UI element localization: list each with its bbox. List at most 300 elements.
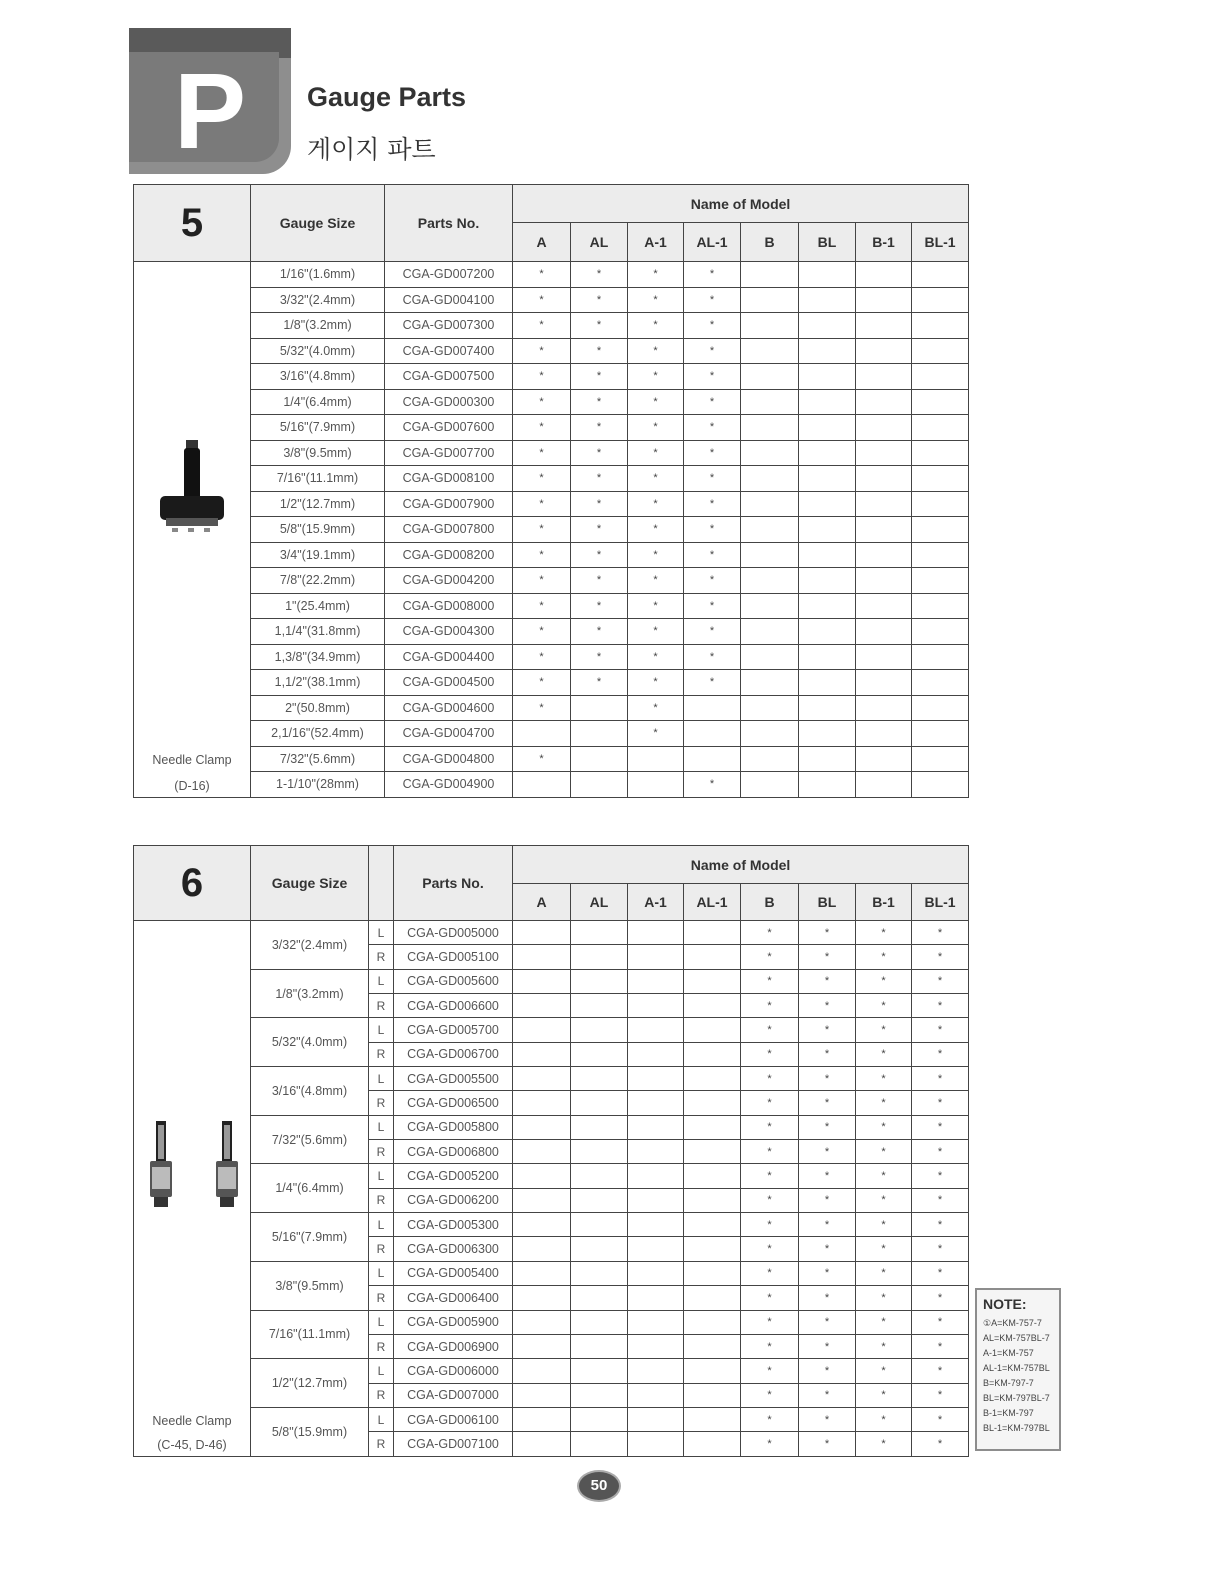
model-mark-cell: * [856, 1140, 912, 1164]
model-mark-cell [741, 721, 799, 747]
model-mark-cell [912, 338, 969, 364]
model-mark-cell: * [513, 568, 571, 594]
model-mark-cell [856, 644, 912, 670]
model-mark-cell: * [799, 994, 856, 1018]
model-mark-cell: * [684, 517, 741, 543]
table-row [134, 415, 969, 441]
model-mark-cell: * [856, 994, 912, 1018]
model-mark-cell [684, 1407, 741, 1431]
model-mark-cell: * [571, 440, 628, 466]
model-mark-cell: * [799, 1261, 856, 1285]
gauge-size-cell: 1/4"(6.4mm) [251, 389, 385, 415]
model-mark-cell: * [856, 1432, 912, 1456]
gauge-size-cell: 1/2"(12.7mm) [251, 491, 385, 517]
model-mark-cell [628, 1334, 684, 1358]
model-mark-cell: * [628, 517, 684, 543]
part-number-cell: CGA-GD004400 [385, 644, 513, 670]
gauge-size-cell: 3/4"(19.1mm) [251, 542, 385, 568]
model-mark-cell: * [799, 1334, 856, 1358]
gauge-size-cell: 5/32"(4.0mm) [251, 338, 385, 364]
model-mark-cell: * [912, 1261, 969, 1285]
model-name-header: Name of Model [513, 846, 969, 884]
model-mark-cell [741, 338, 799, 364]
model-mark-cell: * [856, 1115, 912, 1139]
product-image-cell [134, 262, 251, 798]
gauge-size-cell: 7/16"(11.1mm) [251, 466, 385, 492]
gauge-size-cell: 2,1/16"(52.4mm) [251, 721, 385, 747]
model-column-header: A [513, 223, 571, 262]
part-number-cell: CGA-GD006500 [394, 1091, 513, 1115]
model-mark-cell: * [741, 1310, 799, 1334]
table-row [134, 1115, 969, 1139]
model-mark-cell [741, 491, 799, 517]
model-mark-cell [912, 542, 969, 568]
model-mark-cell [628, 1261, 684, 1285]
gauge-size-cell: 7/8"(22.2mm) [251, 568, 385, 594]
model-column-header: AL-1 [684, 223, 741, 262]
model-mark-cell [571, 1286, 628, 1310]
side-cell: R [369, 1237, 394, 1261]
model-mark-cell: * [571, 364, 628, 390]
side-cell: L [369, 921, 394, 945]
side-cell: L [369, 1018, 394, 1042]
model-mark-cell [684, 1042, 741, 1066]
model-mark-cell: * [799, 1164, 856, 1188]
section-number: 6 [134, 846, 251, 921]
table-row [134, 619, 969, 645]
part-number-cell: CGA-GD005300 [394, 1213, 513, 1237]
model-column-header: B [741, 884, 799, 921]
model-mark-cell [513, 1383, 571, 1407]
model-mark-cell [684, 994, 741, 1018]
model-column-header: BL [799, 884, 856, 921]
model-mark-cell [912, 695, 969, 721]
model-mark-cell: * [912, 1334, 969, 1358]
gauge-size-cell: 7/32"(5.6mm) [251, 746, 385, 772]
model-mark-cell: * [571, 262, 628, 288]
table-row [134, 338, 969, 364]
model-mark-cell: * [912, 969, 969, 993]
table-row [134, 1261, 969, 1285]
model-mark-cell [513, 945, 571, 969]
model-mark-cell: * [799, 1042, 856, 1066]
model-mark-cell [513, 1115, 571, 1139]
model-mark-cell: * [912, 1091, 969, 1115]
gauge-size-header: Gauge Size [251, 846, 369, 921]
model-mark-cell: * [571, 619, 628, 645]
model-mark-cell: * [628, 568, 684, 594]
note-line: BL-1=KM-797BL [983, 1423, 1050, 1433]
model-mark-cell [513, 1286, 571, 1310]
gauge-size-cell: 5/16"(7.9mm) [251, 1213, 369, 1262]
model-mark-cell [513, 1237, 571, 1261]
model-mark-cell: * [513, 338, 571, 364]
model-mark-cell [856, 287, 912, 313]
model-mark-cell [684, 1359, 741, 1383]
model-column-header: B [741, 223, 799, 262]
model-mark-cell [684, 1383, 741, 1407]
model-mark-cell [799, 313, 856, 339]
table-row [134, 746, 969, 772]
model-mark-cell: * [628, 644, 684, 670]
model-mark-cell [684, 1213, 741, 1237]
model-mark-cell: * [571, 491, 628, 517]
side-cell: L [369, 1261, 394, 1285]
model-column-header: A [513, 884, 571, 921]
table-row [134, 695, 969, 721]
model-mark-cell [741, 262, 799, 288]
note-line: AL=KM-757BL-7 [983, 1333, 1050, 1343]
model-mark-cell [513, 1140, 571, 1164]
model-mark-cell: * [628, 542, 684, 568]
model-mark-cell [856, 313, 912, 339]
model-mark-cell [912, 440, 969, 466]
model-column-header: B-1 [856, 223, 912, 262]
part-number-cell: CGA-GD006400 [394, 1286, 513, 1310]
side-cell: L [369, 1213, 394, 1237]
model-mark-cell: * [912, 1237, 969, 1261]
part-number-cell: CGA-GD004300 [385, 619, 513, 645]
side-cell: R [369, 1286, 394, 1310]
model-mark-cell [912, 670, 969, 696]
table-row [134, 287, 969, 313]
needle-clamp-left-image [146, 1121, 176, 1211]
model-mark-cell [799, 695, 856, 721]
model-mark-cell: * [912, 1018, 969, 1042]
model-mark-cell [513, 772, 571, 798]
model-mark-cell [741, 619, 799, 645]
model-column-header: AL [571, 884, 628, 921]
model-mark-cell [912, 491, 969, 517]
side-cell: R [369, 994, 394, 1018]
table-row [134, 921, 969, 945]
note-line: B-1=KM-797 [983, 1408, 1034, 1418]
table-row [134, 1067, 969, 1091]
model-mark-cell [628, 1432, 684, 1456]
model-mark-cell [571, 1261, 628, 1285]
model-mark-cell [912, 568, 969, 594]
model-mark-cell: * [628, 389, 684, 415]
model-mark-cell [571, 1237, 628, 1261]
model-mark-cell: * [684, 772, 741, 798]
model-mark-cell: * [571, 542, 628, 568]
model-mark-cell: * [741, 1334, 799, 1358]
model-mark-cell [513, 1091, 571, 1115]
model-mark-cell [571, 1042, 628, 1066]
part-number-cell: CGA-GD004700 [385, 721, 513, 747]
model-mark-cell [628, 1407, 684, 1431]
model-mark-cell: * [741, 1042, 799, 1066]
model-mark-cell [628, 921, 684, 945]
model-mark-cell [628, 1115, 684, 1139]
model-mark-cell: * [684, 262, 741, 288]
part-number-cell: CGA-GD004800 [385, 746, 513, 772]
model-mark-cell: * [628, 338, 684, 364]
model-mark-cell: * [912, 1359, 969, 1383]
model-column-header: AL [571, 223, 628, 262]
model-mark-cell [628, 994, 684, 1018]
model-mark-cell: * [571, 415, 628, 441]
model-mark-cell [513, 1018, 571, 1042]
model-mark-cell: * [856, 1018, 912, 1042]
part-number-cell: CGA-GD006200 [394, 1188, 513, 1212]
model-mark-cell: * [912, 945, 969, 969]
part-number-cell: CGA-GD008100 [385, 466, 513, 492]
model-mark-cell: * [513, 466, 571, 492]
part-number-cell: CGA-GD006100 [394, 1407, 513, 1431]
model-mark-cell: * [741, 945, 799, 969]
model-mark-cell [912, 364, 969, 390]
model-mark-cell [912, 389, 969, 415]
table-row [134, 1310, 969, 1334]
model-mark-cell [741, 415, 799, 441]
model-mark-cell: * [912, 1067, 969, 1091]
model-mark-cell [684, 1115, 741, 1139]
model-mark-cell: * [741, 1286, 799, 1310]
model-mark-cell [912, 313, 969, 339]
model-mark-cell [513, 969, 571, 993]
model-mark-cell [856, 389, 912, 415]
model-mark-cell [684, 695, 741, 721]
model-mark-cell: * [628, 262, 684, 288]
model-mark-cell [856, 772, 912, 798]
model-mark-cell: * [628, 491, 684, 517]
model-mark-cell: * [912, 1310, 969, 1334]
model-mark-cell: * [513, 364, 571, 390]
model-mark-cell [684, 1310, 741, 1334]
model-mark-cell: * [856, 969, 912, 993]
page-number: 50 [577, 1470, 621, 1502]
model-mark-cell: * [513, 670, 571, 696]
needle-clamp-right-image [212, 1121, 242, 1211]
model-mark-cell: * [856, 1261, 912, 1285]
model-mark-cell: * [684, 287, 741, 313]
model-mark-cell [628, 1042, 684, 1066]
model-mark-cell [628, 945, 684, 969]
table-row [134, 262, 969, 288]
model-mark-cell: * [628, 287, 684, 313]
model-mark-cell [856, 440, 912, 466]
model-mark-cell: * [684, 338, 741, 364]
side-cell: R [369, 1042, 394, 1066]
table-row [134, 517, 969, 543]
model-mark-cell [571, 1188, 628, 1212]
model-mark-cell [513, 1261, 571, 1285]
model-mark-cell [684, 1140, 741, 1164]
model-mark-cell [628, 1018, 684, 1042]
model-mark-cell [856, 338, 912, 364]
gauge-size-cell: 2"(50.8mm) [251, 695, 385, 721]
model-mark-cell: * [513, 389, 571, 415]
model-mark-cell: * [684, 364, 741, 390]
model-mark-cell [571, 1359, 628, 1383]
model-mark-cell [912, 262, 969, 288]
model-mark-cell: * [571, 466, 628, 492]
side-cell: L [369, 1164, 394, 1188]
part-number-cell: CGA-GD008200 [385, 542, 513, 568]
model-mark-cell [856, 517, 912, 543]
model-mark-cell [856, 593, 912, 619]
model-mark-cell: * [684, 568, 741, 594]
model-mark-cell [799, 593, 856, 619]
model-mark-cell [741, 517, 799, 543]
page-title: Gauge Parts [307, 82, 467, 112]
model-mark-cell [741, 568, 799, 594]
model-mark-cell: * [571, 287, 628, 313]
part-number-cell: CGA-GD006000 [394, 1359, 513, 1383]
model-mark-cell [799, 517, 856, 543]
model-mark-cell [799, 338, 856, 364]
table-row [134, 772, 969, 798]
model-mark-cell: * [799, 1432, 856, 1456]
product-image-cell [134, 921, 251, 1457]
model-mark-cell: * [741, 1213, 799, 1237]
model-mark-cell [741, 542, 799, 568]
model-mark-cell: * [628, 466, 684, 492]
side-cell: R [369, 1432, 394, 1456]
model-mark-cell: * [799, 1067, 856, 1091]
model-mark-cell: * [741, 1261, 799, 1285]
part-number-cell: CGA-GD006600 [394, 994, 513, 1018]
model-mark-cell: * [912, 1432, 969, 1456]
model-mark-cell: * [513, 746, 571, 772]
model-mark-cell [571, 1213, 628, 1237]
model-mark-cell: * [684, 593, 741, 619]
model-mark-cell [571, 721, 628, 747]
part-number-cell: CGA-GD007700 [385, 440, 513, 466]
gauge-size-cell: 1/8"(3.2mm) [251, 969, 369, 1018]
model-mark-cell [684, 1018, 741, 1042]
model-mark-cell: * [741, 994, 799, 1018]
model-mark-cell [571, 1140, 628, 1164]
model-mark-cell [513, 1042, 571, 1066]
part-number-cell: CGA-GD005700 [394, 1018, 513, 1042]
model-mark-cell: * [741, 1091, 799, 1115]
gauge-table-5 [133, 184, 969, 798]
model-column-header: A-1 [628, 884, 684, 921]
model-mark-cell [571, 1407, 628, 1431]
model-mark-cell: * [741, 1164, 799, 1188]
model-mark-cell [684, 1237, 741, 1261]
model-mark-cell: * [856, 1359, 912, 1383]
side-header [369, 846, 394, 921]
side-cell: R [369, 1334, 394, 1358]
side-cell: L [369, 1115, 394, 1139]
model-mark-cell: * [741, 1237, 799, 1261]
note-line: ①A=KM-757-7 [983, 1318, 1042, 1328]
model-mark-cell [513, 1164, 571, 1188]
model-mark-cell [513, 1067, 571, 1091]
model-mark-cell [628, 1091, 684, 1115]
model-mark-cell: * [684, 313, 741, 339]
model-mark-cell [684, 1164, 741, 1188]
side-cell: R [369, 1140, 394, 1164]
model-mark-cell: * [799, 1188, 856, 1212]
side-cell: R [369, 1091, 394, 1115]
model-mark-cell [856, 670, 912, 696]
model-mark-cell [856, 491, 912, 517]
model-mark-cell: * [912, 921, 969, 945]
model-mark-cell [684, 1261, 741, 1285]
part-number-cell: CGA-GD004200 [385, 568, 513, 594]
table-row [134, 1359, 969, 1383]
part-number-cell: CGA-GD007100 [394, 1432, 513, 1456]
model-mark-cell: * [513, 415, 571, 441]
model-mark-cell: * [856, 1237, 912, 1261]
part-number-cell: CGA-GD005800 [394, 1115, 513, 1139]
model-mark-cell [856, 262, 912, 288]
model-mark-cell: * [684, 491, 741, 517]
model-mark-cell: * [741, 1359, 799, 1383]
model-mark-cell [513, 1188, 571, 1212]
table-row [134, 491, 969, 517]
model-mark-cell: * [912, 1115, 969, 1139]
model-mark-cell [856, 721, 912, 747]
side-cell: R [369, 945, 394, 969]
model-mark-cell [856, 542, 912, 568]
product-label: Needle Clamp [152, 753, 232, 767]
part-number-cell: CGA-GD007500 [385, 364, 513, 390]
model-mark-cell: * [912, 994, 969, 1018]
part-number-cell: CGA-GD006800 [394, 1140, 513, 1164]
model-mark-cell [628, 1140, 684, 1164]
part-number-cell: CGA-GD000300 [385, 389, 513, 415]
model-mark-cell: * [856, 1383, 912, 1407]
gauge-size-cell: 3/16"(4.8mm) [251, 1067, 369, 1116]
model-mark-cell [799, 772, 856, 798]
note-line: B=KM-797-7 [983, 1378, 1034, 1388]
gauge-size-cell: 3/8"(9.5mm) [251, 1261, 369, 1310]
model-mark-cell: * [628, 415, 684, 441]
model-mark-cell [684, 921, 741, 945]
model-mark-cell [799, 466, 856, 492]
model-mark-cell: * [571, 644, 628, 670]
model-mark-cell [741, 389, 799, 415]
model-mark-cell: * [799, 1115, 856, 1139]
table-row [134, 644, 969, 670]
model-mark-cell [628, 1164, 684, 1188]
model-name-header: Name of Model [513, 185, 969, 223]
model-mark-cell: * [741, 1067, 799, 1091]
model-mark-cell [741, 772, 799, 798]
parts-no-header: Parts No. [385, 185, 513, 262]
model-mark-cell: * [628, 364, 684, 390]
model-mark-cell [799, 721, 856, 747]
model-mark-cell [513, 1334, 571, 1358]
model-mark-cell [684, 1067, 741, 1091]
model-mark-cell [628, 1286, 684, 1310]
model-mark-cell: * [741, 1407, 799, 1431]
model-mark-cell: * [799, 1237, 856, 1261]
note-line: BL=KM-797BL-7 [983, 1393, 1050, 1403]
side-cell: L [369, 969, 394, 993]
gauge-size-cell: 5/32"(4.0mm) [251, 1018, 369, 1067]
model-mark-cell: * [741, 1188, 799, 1212]
model-mark-cell [799, 568, 856, 594]
model-mark-cell [741, 440, 799, 466]
model-mark-cell [571, 1067, 628, 1091]
model-mark-cell [628, 1383, 684, 1407]
gauge-size-cell: 3/32"(2.4mm) [251, 921, 369, 970]
model-mark-cell: * [628, 440, 684, 466]
part-number-cell: CGA-GD007800 [385, 517, 513, 543]
model-mark-cell: * [799, 1286, 856, 1310]
model-mark-cell [628, 1213, 684, 1237]
model-mark-cell: * [684, 619, 741, 645]
model-mark-cell [799, 670, 856, 696]
note-title: NOTE: [983, 1296, 1027, 1312]
model-mark-cell: * [513, 695, 571, 721]
